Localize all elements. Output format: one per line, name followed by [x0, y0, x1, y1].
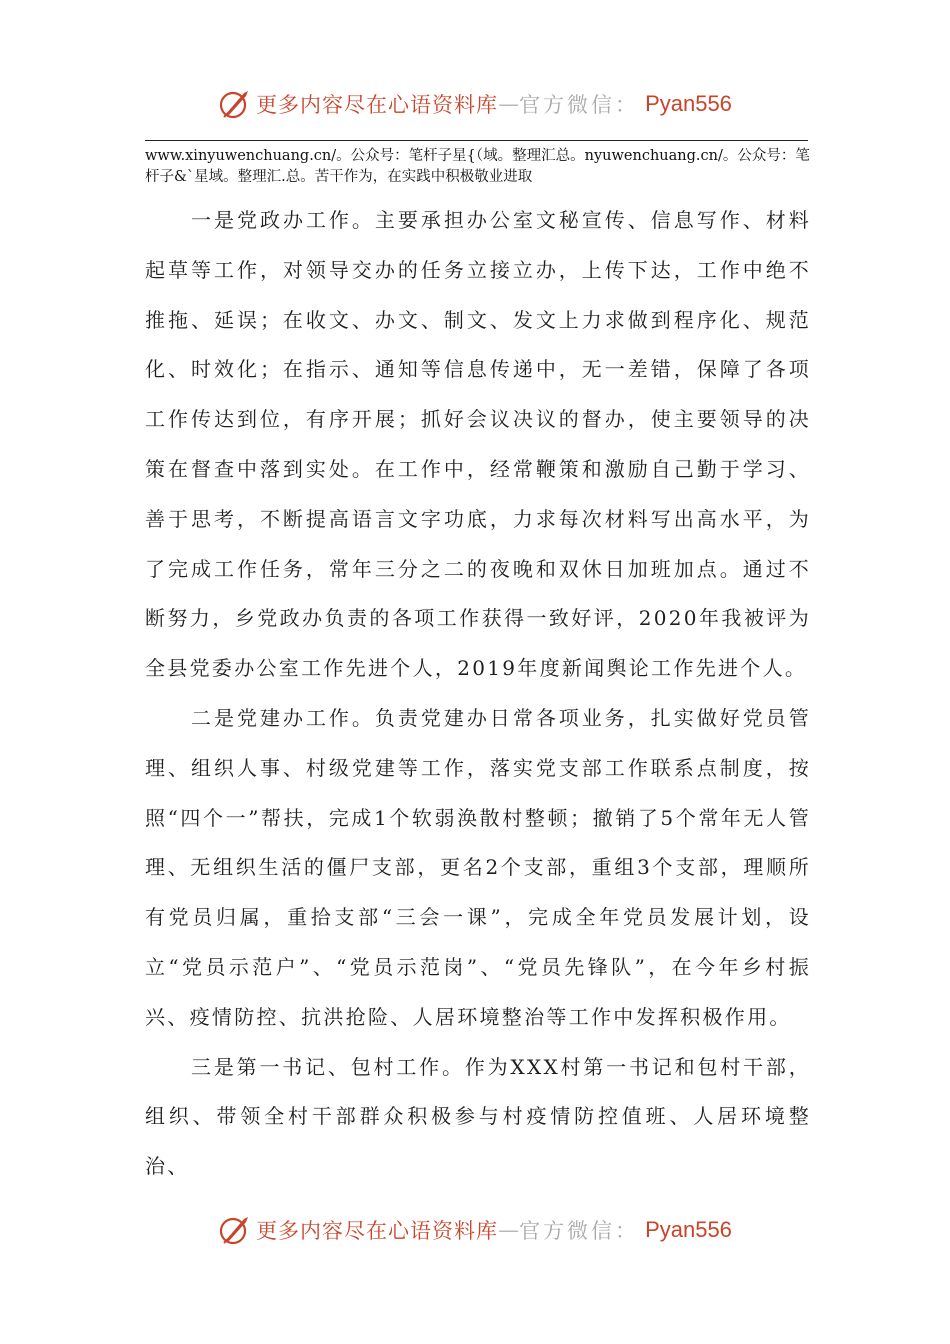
watermark-left-text: 更多内容尽在心语资料库 [256, 1219, 499, 1243]
watermark-dash: — [498, 1218, 520, 1242]
paragraph-2: 二是党建办工作。负责党建办日常各项业务，扎实做好党员管理、组织人事、村级党建等工作，落实党支部工作联系点制度，按照“四个一”帮扶，完成1个软弱涣散村整顿；撤销了5个常年无人管理、无组织生活的僵尸支部，更名2个支部，重组3个支部，理顺所有党员归属，重拾支部“三会一课”，完成全年党员发展计划，设立“党员示范户”、“党员示范岗”、“党员先锋队”，在今年乡村振兴、疫情防控、抗洪抢险、人居环境整治等工作中发挥积极作用。 [145, 705, 811, 1029]
paragraph-3: 三是第一书记、包村工作。作为XXX村第一书记和包村干部，组织、带领全村干部群众积极参与村疫情防控值班、人居环境整治、 [145, 1054, 811, 1179]
watermark-wechat-id: Pyan556 [645, 91, 732, 116]
watermark-dash: — [498, 92, 520, 116]
paragraph-1: 一是党政办工作。主要承担办公室文秘宣传、信息写作、材料起草等工作，对领导交办的任务立接立办，上传下达，工作中绝不推拖、延误；在收文、办文、制文、发文上力求做到程序化、规范化、时效化；在指示、通知等信息传递中，无一差错，保障了各项工作传达到位，有序开展；抓好会议决议的督办，使主要领导的决策在督查中落到实处。在工作中，经常鞭策和激励自己勤于学习、善于思考，不断提高语言文字功底，力求每次材料写出高水平，为了完成工作任务，常年三分之二的夜晚和双休日加班加点。通过不断努力，乡党政办负责的各项工作获得一致好评，2020年我被评为全县党委办公室工作先进个人，2019年度新闻舆论工作先进个人。 [145, 208, 811, 681]
watermark-right-text: 官方微信： [519, 93, 640, 117]
watermark-banner-bottom [0, 1210, 950, 1250]
header-note: www.xinyuwenchuang.cn/。公众号：笔杆子星{（域。整理汇总。nyuwenchuang.cn/。公众号：笔杆子&`星域。整理汇.总。苦干作为，在实践中积极敬业进取 [145, 148, 810, 185]
watermark-wechat-id: Pyan556 [645, 1217, 732, 1242]
watermark-left-text: 更多内容尽在心语资料库 [256, 93, 499, 117]
quill-pen-logo-icon [218, 1213, 252, 1247]
watermark-right-text: 官方微信： [519, 1219, 640, 1243]
header-rule [145, 140, 808, 141]
watermark-banner-top [0, 84, 950, 124]
quill-pen-logo-icon [218, 87, 252, 121]
document-body [145, 196, 811, 1192]
